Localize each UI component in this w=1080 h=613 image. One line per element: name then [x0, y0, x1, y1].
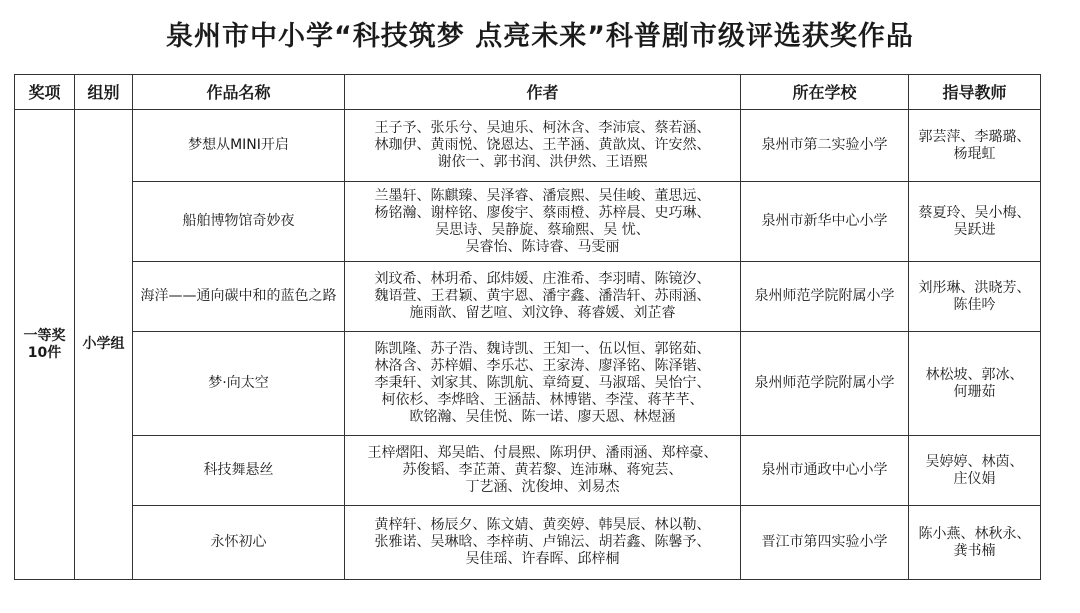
work-name-cell: 船舶博物馆奇妙夜	[133, 182, 345, 262]
teachers-cell: 陈小燕、林秋永、 龚书楠	[909, 506, 1041, 580]
teachers-cell: 蔡夏玲、吴小梅、 吴跃进	[909, 182, 1041, 262]
table-row	[15, 436, 1041, 506]
header-school: 所在学校	[741, 75, 909, 110]
work-name-cell: 梦想从MINI开启	[133, 110, 345, 182]
table-header-row	[15, 75, 1041, 110]
table-row	[15, 110, 1041, 182]
teachers-cell: 林松坡、郭冰、 何珊茹	[909, 332, 1041, 436]
table-row	[15, 332, 1041, 436]
award-level-cell: 一等奖 10件	[15, 110, 75, 580]
authors-cell: 刘玟希、林玥希、邱炜媛、庄淮希、李羽晴、陈镜汐、 魏语萱、王君颖、黄宇恩、潘宇鑫、潘浩轩、苏雨涵、 施雨歆、留艺喧、刘汶铮、蒋睿媛、刘芷睿	[345, 262, 741, 332]
table-row	[15, 182, 1041, 262]
school-cell: 泉州师范学院附属小学	[741, 332, 909, 436]
authors-cell: 王子予、张乐兮、吴迪乐、柯沐含、李沛宸、蔡若涵、 林珈伊、黄雨悦、饶恩达、王芊涵、黄歆岚、许安然、 谢依一、郭书润、洪伊然、王语熙	[345, 110, 741, 182]
authors-cell: 王梓熠阳、郑吴皓、付晨熙、陈玥伊、潘雨涵、郑梓豪、 苏俊韬、李芷萧、黄若黎、连沛琳、蒋宛芸、 丁艺涵、沈俊坤、刘易杰	[345, 436, 741, 506]
work-name-cell: 科技舞悬丝	[133, 436, 345, 506]
teachers-cell: 吴婷婷、林茵、 庄仪娟	[909, 436, 1041, 506]
header-teachers: 指导教师	[909, 75, 1041, 110]
teachers-cell: 郭芸萍、李璐璐、 杨琨虹	[909, 110, 1041, 182]
page-title: 泉州市中小学“科技筑梦 点亮未来”科普剧市级评选获奖作品	[166, 21, 914, 52]
school-cell: 泉州市新华中心小学	[741, 182, 909, 262]
header-work-name: 作品名称	[133, 75, 345, 110]
header-award: 奖项	[15, 75, 75, 110]
school-cell: 泉州市通政中心小学	[741, 436, 909, 506]
authors-cell: 黄梓轩、杨辰夕、陈文婧、黄奕婷、韩昊辰、林以勒、 张雅诺、吴琳晗、李梓萌、卢锦沄、胡若鑫、陈馨予、 吴佳瑶、许春晖、邱梓桐	[345, 506, 741, 580]
work-name-cell: 永怀初心	[133, 506, 345, 580]
authors-cell: 陈凯隆、苏子浩、魏诗凯、王知一、伍以恒、郭铭茹、 林洛含、苏梓媚、李乐芯、王家涛、廖泽铭、陈泽锴、 李秉轩、刘家其、陈凯航、章绮夏、马淑瑶、吴怡宁、 柯依杉、李烨晗、王涵喆、林博锴、李滢、蒋芊芊、 欧铭瀚、吴佳悦、陈一诺、廖天恩、林煜涵	[345, 332, 741, 436]
school-cell: 晋江市第四实验小学	[741, 506, 909, 580]
work-name-cell: 梦·向太空	[133, 332, 345, 436]
header-group: 组别	[75, 75, 133, 110]
authors-cell: 兰墨轩、陈麒臻、吴泽睿、潘宸熙、吴佳峻、董思远、 杨铭瀚、谢梓铭、廖俊宇、蔡雨橙、苏梓晨、史巧琳、 吴思诗、吴静旋、蔡瑜熙、吴 忧、 吴睿怡、陈诗睿、马雯丽	[345, 182, 741, 262]
teachers-cell: 刘彤琳、洪晓芳、 陈佳吟	[909, 262, 1041, 332]
header-authors: 作者	[345, 75, 741, 110]
table-row	[15, 506, 1041, 580]
award-table	[14, 74, 1041, 580]
table-row	[15, 262, 1041, 332]
school-cell: 泉州师范学院附属小学	[741, 262, 909, 332]
school-cell: 泉州市第二实验小学	[741, 110, 909, 182]
group-cell: 小学组	[75, 110, 133, 580]
work-name-cell: 海洋——通向碳中和的蓝色之路	[133, 262, 345, 332]
